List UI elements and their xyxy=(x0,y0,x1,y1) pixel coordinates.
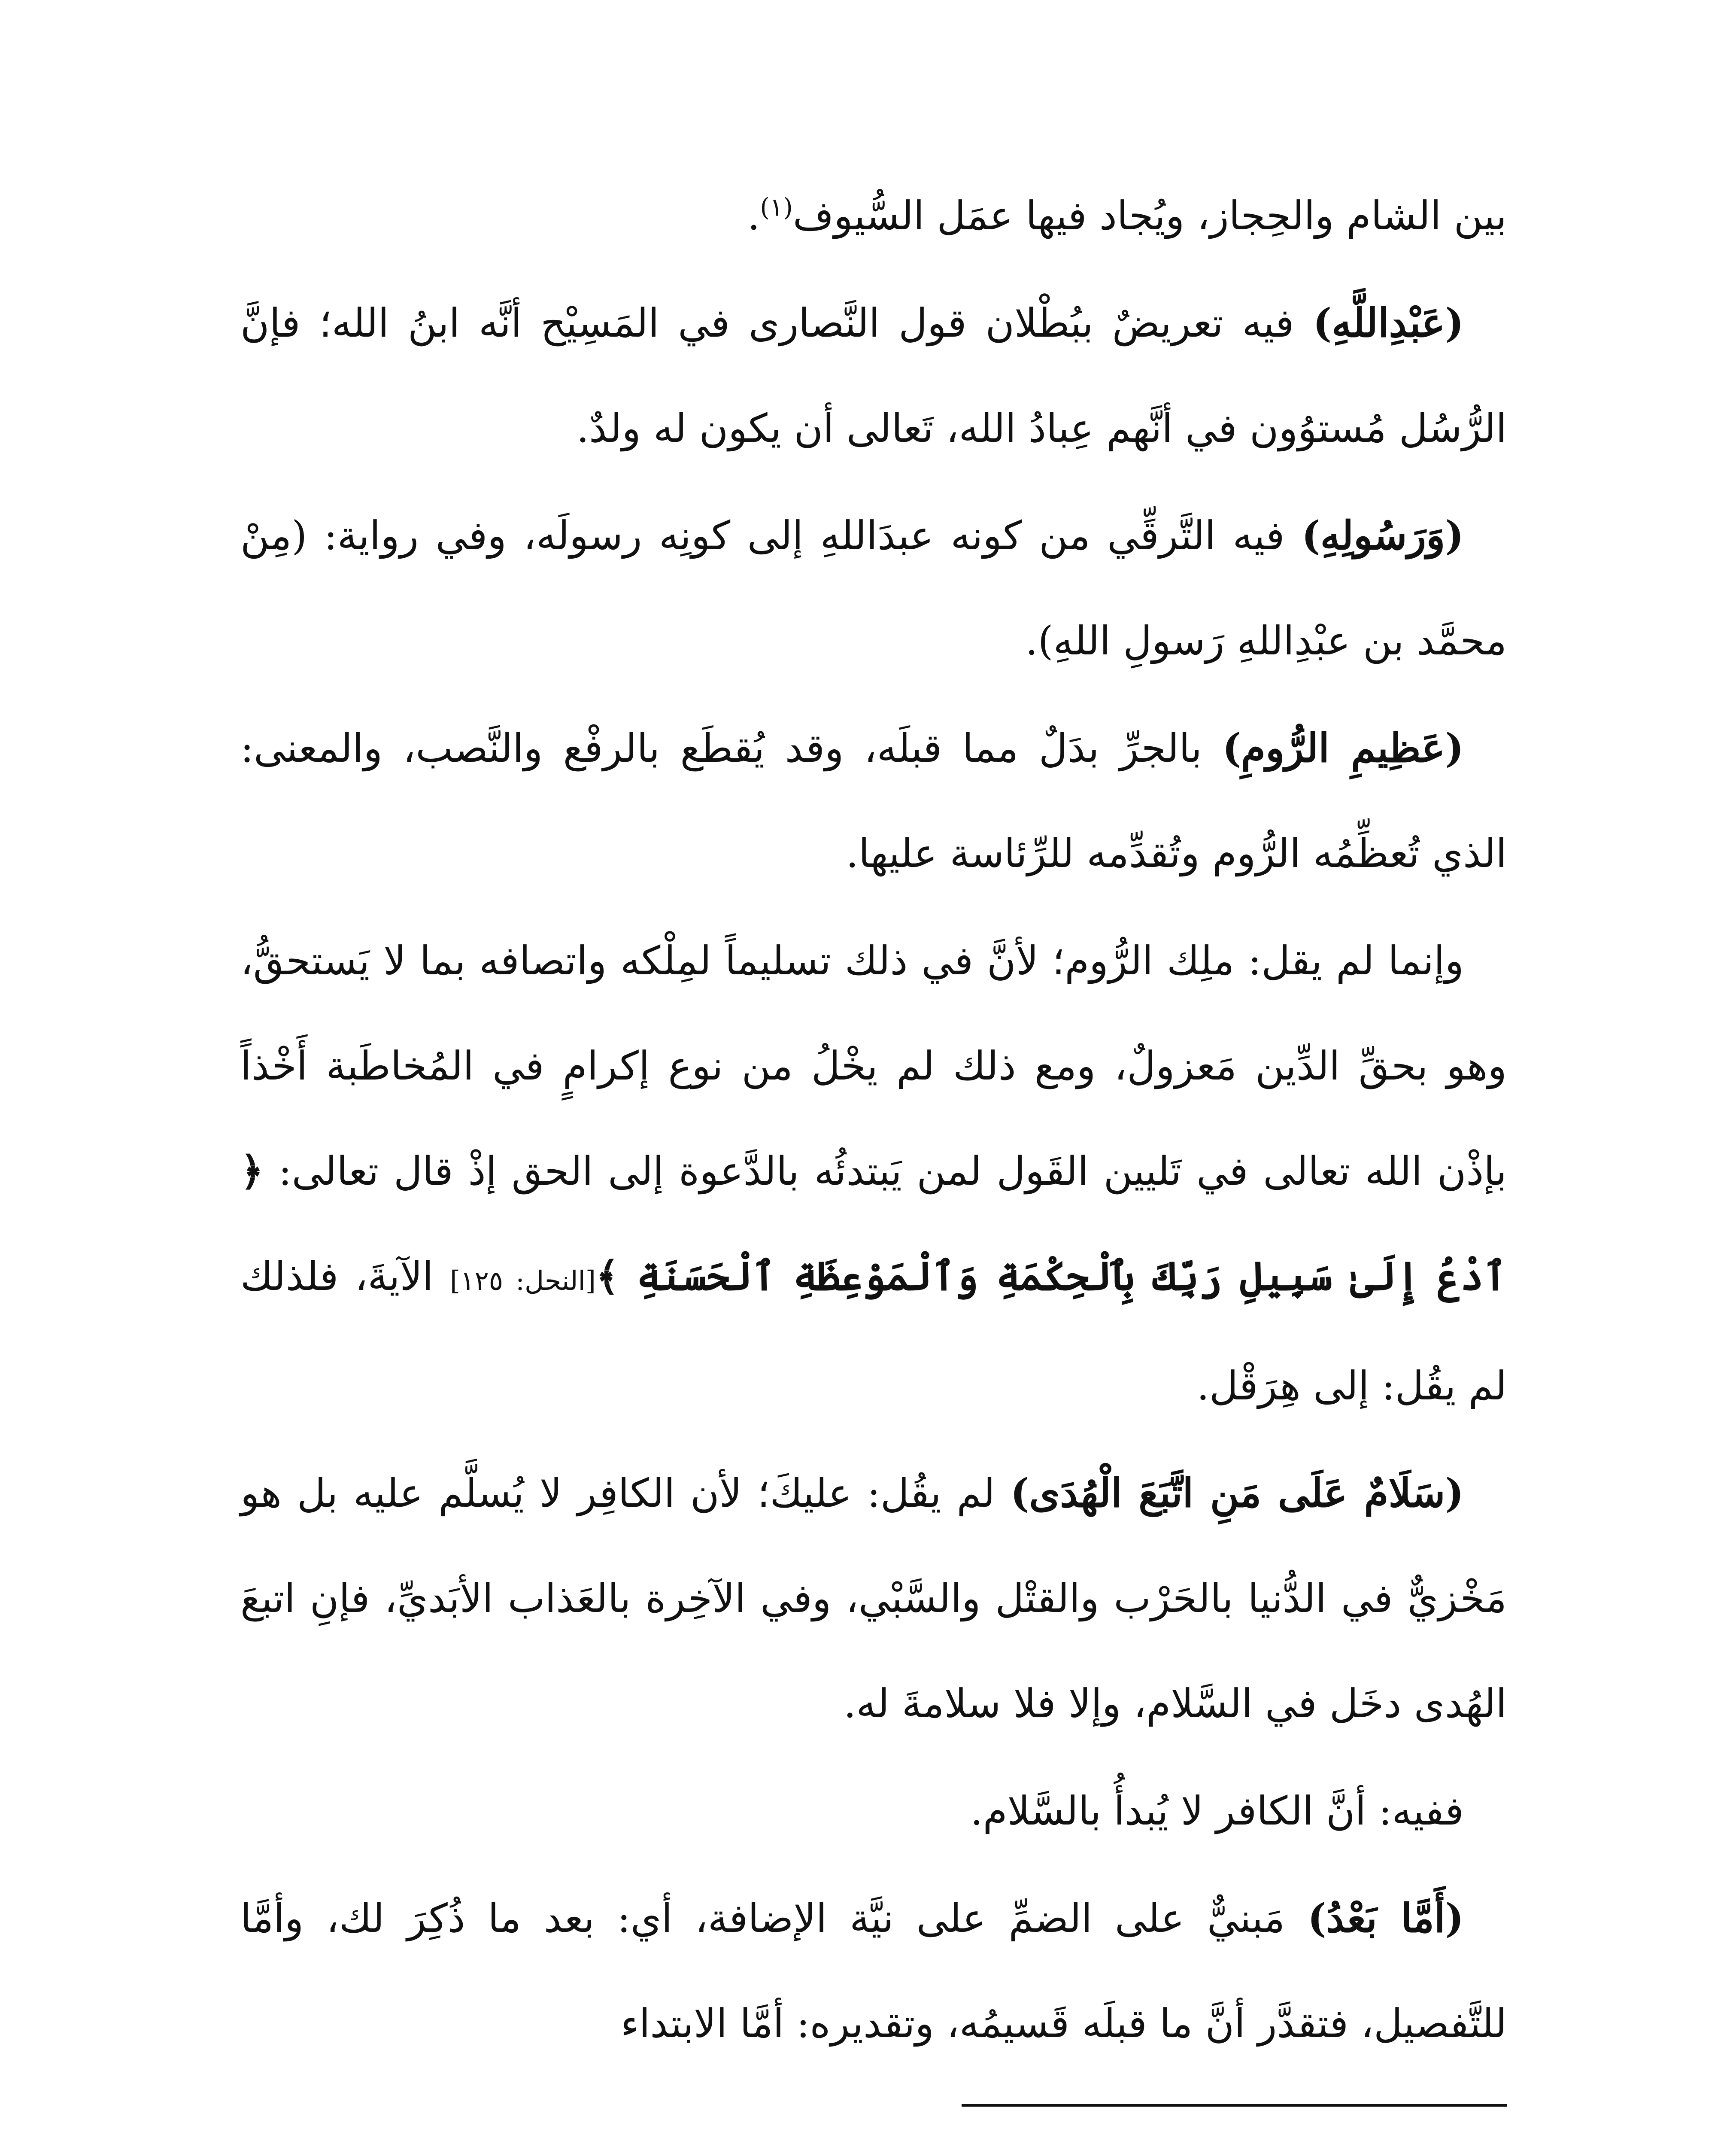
quran-verse: ﴿ ٱدْعُ إِلَىٰ سَبِيلِ رَبِّكَ بِٱلْحِكْمَةِ وَٱلْمَوْعِظَةِ ٱلْحَسَنَةِ ﴾ xyxy=(240,1148,1507,1299)
paragraph-1-end: . xyxy=(747,193,760,239)
paragraph-4-text: بالجرِّ بدَلٌ مما قبلَه، وقد يُقطَع بالرفْع والنَّصب، والمعنى: الذي تُعظِّمُه الرُّوم وتُقدِّمه للرِّئاسة عليها. xyxy=(240,725,1507,876)
footnote-separator xyxy=(962,2104,1507,2107)
paragraph-2 xyxy=(240,271,1507,481)
verse-reference: [النحل: ١٢٥] xyxy=(450,1265,596,1296)
paragraph-2-text: فيه تعريضٌ ببُطْلان قول النَّصارى في المَسِيْح أنَّه ابنُ الله؛ فإنَّ الرُّسُل مُستوُون في أنَّهم عِبادُ الله، تَعالى أن يكون له ولدٌ. xyxy=(240,300,1507,451)
main-text xyxy=(240,163,1507,2078)
term-abdillah: (عَبْدِاللَّهِ) xyxy=(1313,300,1464,346)
paragraph-5-text: وإنما لم يقل: ملِك الرُّوم؛ لأنَّ في ذلك تسليماً لمِلْكه واتصافه بما لا يَستحقُّ، وهو بحقِّ الدِّين مَعزولٌ، ومع ذلك لم يخْلُ من نوع إكرامٍ في المُخاطَبة أَخْذاً بإذْن الله تعالى في تَليين القَول لمن يَبتدئُه بالدَّعوة إلى الحق إذْ قال تعالى: xyxy=(240,938,1507,1194)
paragraph-5-text-after: الآيةَ، فلذلك لم يقُل: إلى هِرَقْل. xyxy=(240,1253,1507,1409)
paragraph-6-text: لم يقُل: عليكَ؛ لأن الكافِر لا يُسلَّم عليه بل هو مَخْزيٌّ في الدُّنيا بالحَرْب والقتْل والسَّبْي، وفي الآخِرة بالعَذاب الأبَديِّ، فإنِ اتبعَ الهُدى دخَل في السَّلام، وإلا فلا سلامةَ له. xyxy=(240,1470,1507,1727)
paragraph-4 xyxy=(240,696,1507,906)
paragraph-7 xyxy=(240,1758,1507,1864)
paragraph-7-text: ففيه: أنَّ الكافر لا يُبدأُ بالسَّلام. xyxy=(970,1788,1464,1834)
paragraph-3 xyxy=(240,483,1507,693)
footnote-marker: (١) xyxy=(760,192,793,222)
term-wa-rasulihi: (وَرَسُولِهِ) xyxy=(1302,512,1464,559)
paragraph-8 xyxy=(240,1866,1507,2076)
term-amma-badu: (أَمَّا بَعْدُ) xyxy=(1308,1895,1464,1941)
paragraph-5 xyxy=(240,908,1507,1438)
paragraph-6 xyxy=(240,1441,1507,1756)
paragraph-8-text: مَبنيٌّ على الضمِّ على نيَّة الإضافة، أي: بعد ما ذُكِرَ لك، وأمَّا للتَّفصيل، فتقدَّر أنَّ ما قبلَه قَسيمُه، وتقديره: أمَّا الابتداء xyxy=(240,1895,1507,2047)
paragraph-3-text: فيه التَّرقِّي من كونه عبدَاللهِ إلى كونِه رسولَه، وفي رواية: (مِنْ محمَّد بن عبْدِاللهِ رَسولِ اللهِ). xyxy=(240,513,1507,664)
paragraph-1 xyxy=(240,163,1507,268)
paragraph-1-text: بين الشام والحِجاز، ويُجاد فيها عمَل السُّيوف xyxy=(792,193,1507,239)
term-salam: (سَلَامٌ عَلَى مَنِ اتَّبَعَ الْهُدَى) xyxy=(1010,1470,1464,1516)
term-azim-ar-rum: (عَظِيمِ الرُّومِ) xyxy=(1222,725,1464,771)
